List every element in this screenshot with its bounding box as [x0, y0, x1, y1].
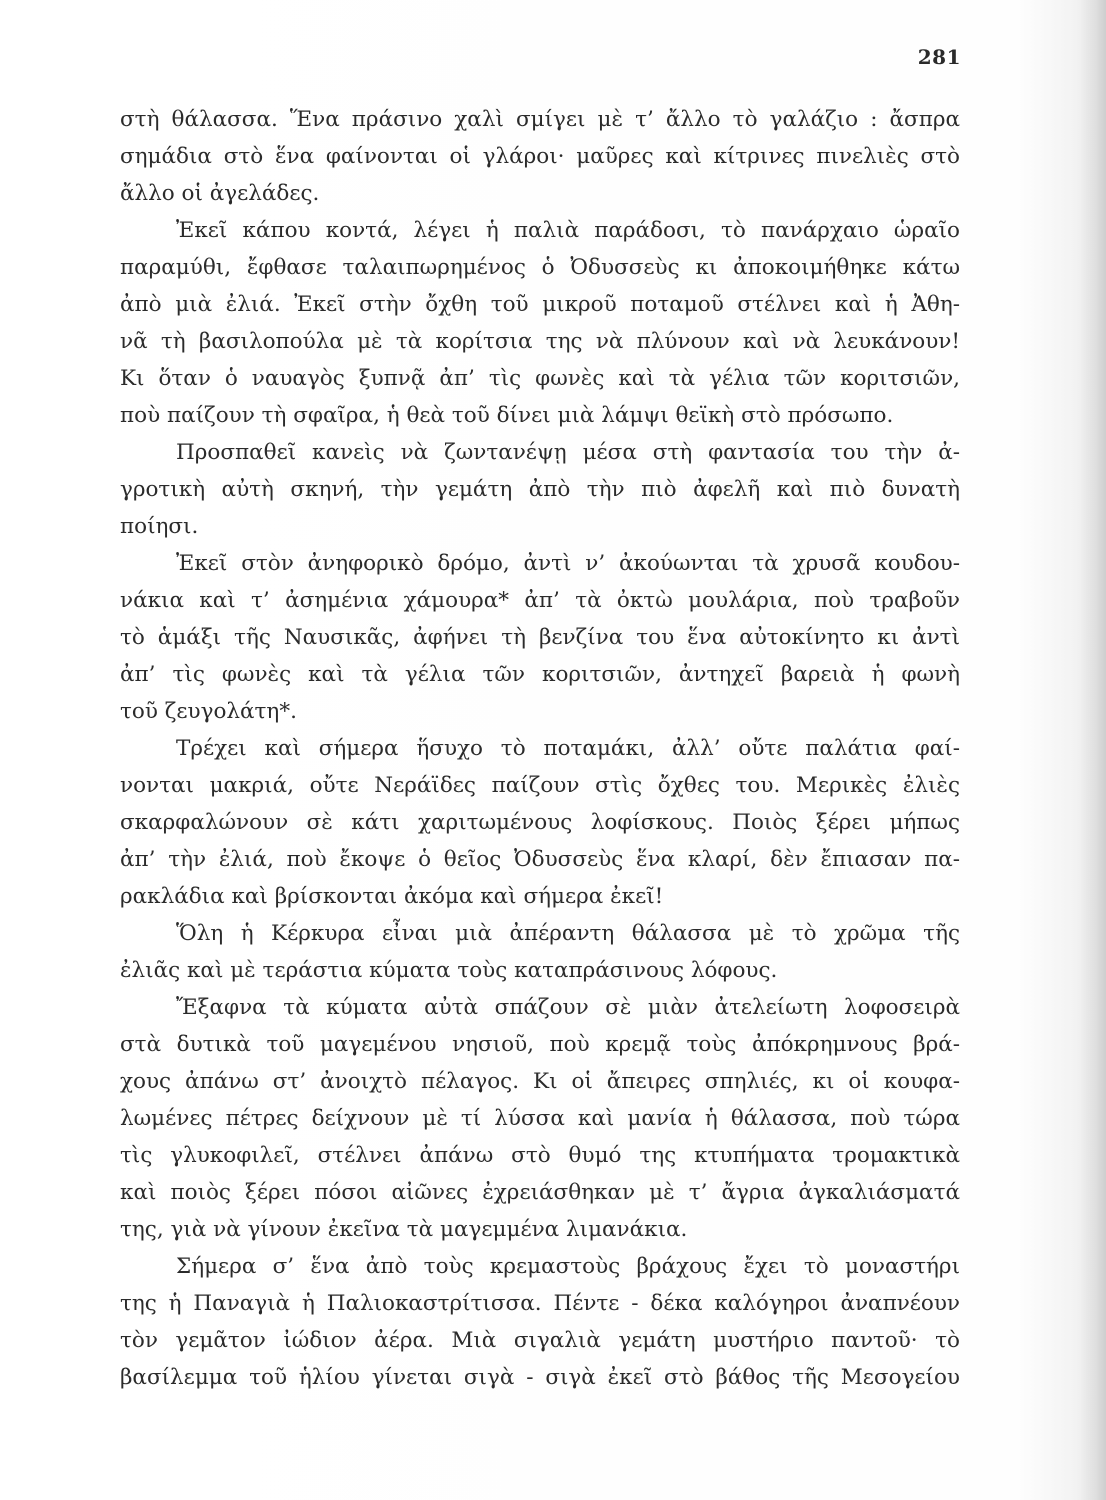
text-line: [120, 471, 960, 508]
text-line: [120, 397, 960, 434]
text-line-content: Σήμερα σ’ ἕνα ἀπὸ τοὺς κρεμαστοὺς βράχους ἔχει τὸ μοναστήρι: [176, 1254, 960, 1279]
text-line: [120, 545, 960, 582]
text-line: [120, 508, 960, 545]
text-line-content: Κι ὅταν ὁ ναυαγὸς ξυπνᾷ ἀπ’ τὶς φωνὲς καὶ τὰ γέλια τῶν κοριτσιῶν,: [120, 366, 960, 391]
text-line: [120, 1248, 960, 1285]
text-line: [120, 434, 960, 471]
text-line: [120, 1100, 960, 1137]
page-binding-edge: [1080, 0, 1106, 1500]
text-line: [120, 989, 960, 1026]
text-line: [120, 249, 960, 286]
text-line: [120, 1285, 960, 1322]
text-line: [120, 804, 960, 841]
text-line: [120, 693, 960, 730]
text-line: [120, 286, 960, 323]
text-line-content: γροτικὴ αὐτὴ σκηνή, τὴν γεμάτη ἀπὸ τὴν πιὸ ἀφελῆ καὶ πιὸ δυνατὴ: [120, 477, 960, 502]
text-line-content: χους ἀπάνω στ’ ἀνοιχτὸ πέλαγος. Κι οἱ ἄπειρες σπηλιές, κι οἱ κουφα-: [120, 1069, 960, 1094]
text-line: [120, 1359, 960, 1396]
text-line-content: νᾶ τὴ βασιλοπούλα μὲ τὰ κορίτσια της νὰ πλύνουν καὶ νὰ λευκάνουν!: [120, 329, 960, 354]
text-line-content: ἐλιᾶς καὶ μὲ τεράστια κύματα τοὺς καταπράσινους λόφους.: [120, 958, 778, 983]
text-line: [120, 841, 960, 878]
text-line: [120, 1026, 960, 1063]
body-text: [120, 101, 960, 1396]
text-line-content: ἀπ’ τὶς φωνὲς καὶ τὰ γέλια τῶν κοριτσιῶν, ἀντηχεῖ βαρειὰ ἡ φωνὴ: [120, 662, 960, 687]
text-line-content: παραμύθι, ἔφθασε ταλαιπωρημένος ὁ Ὀδυσσεὺς κι ἀποκοιμήθηκε κάτω: [120, 255, 960, 280]
text-line: [120, 323, 960, 360]
text-line-content: τὸν γεμᾶτον ἰώδιον ἀέρα. Μιὰ σιγαλιὰ γεμάτη μυστήριο παντοῦ· τὸ: [120, 1328, 960, 1353]
text-line: [120, 767, 960, 804]
text-line: [120, 915, 960, 952]
text-line-content: τοῦ ζευγολάτη*.: [120, 699, 297, 724]
text-line-content: της ἡ Παναγιὰ ἡ Παλιοκαστρίτισσα. Πέντε - δέκα καλόγηροι ἀναπνέουν: [120, 1291, 960, 1316]
text-line: [120, 1322, 960, 1359]
text-line-content: τὸ ἁμάξι τῆς Ναυσικᾶς, ἀφήνει τὴ βενζίνα του ἕνα αὐτοκίνητο κι ἀντὶ: [120, 625, 960, 650]
text-line: [120, 101, 960, 138]
text-line-content: σημάδια στὸ ἕνα φαίνονται οἱ γλάροι· μαῦρες καὶ κίτρινες πινελιὲς στὸ: [120, 144, 960, 169]
text-line-content: σκαρφαλώνουν σὲ κάτι χαριτωμένους λοφίσκους. Ποιὸς ξέρει μήπως: [120, 810, 960, 835]
text-line-content: τὶς γλυκοφιλεῖ, στέλνει ἀπάνω στὸ θυμό της κτυπήματα τρομακτικὰ: [120, 1143, 960, 1168]
text-line-content: Προσπαθεῖ κανεὶς νὰ ζωντανέψῃ μέσα στὴ φαντασία του τὴν ἀ-: [176, 440, 960, 465]
text-line-content: ποίησι.: [120, 514, 199, 539]
text-line: [120, 212, 960, 249]
text-line: [120, 619, 960, 656]
text-line-content: ρακλάδια καὶ βρίσκονται ἀκόμα καὶ σήμερα ἐκεῖ!: [120, 884, 664, 909]
text-line-content: της, γιὰ νὰ γίνουν ἐκεῖνα τὰ μαγεμμένα λιμανάκια.: [120, 1217, 688, 1242]
text-line-content: καὶ ποιὸς ξέρει πόσοι αἰῶνες ἐχρειάσθηκαν μὲ τ’ ἄγρια ἀγκαλιάσματά: [120, 1180, 960, 1205]
text-line-content: νάκια καὶ τ’ ἀσημένια χάμουρα* ἀπ’ τὰ ὀκτὼ μουλάρια, ποὺ τραβοῦν: [120, 588, 960, 613]
text-line: [120, 138, 960, 175]
text-line-content: νονται μακριά, οὔτε Νεράϊδες παίζουν στὶς ὄχθες του. Μερικὲς ἐλιὲς: [120, 773, 960, 798]
text-line: [120, 1137, 960, 1174]
text-line-content: βασίλεμμα τοῦ ἡλίου γίνεται σιγὰ - σιγὰ ἐκεῖ στὸ βάθος τῆς Μεσογείου: [120, 1365, 960, 1390]
text-line-content: ἄλλο οἱ ἀγελάδες.: [120, 181, 320, 206]
text-line: [120, 952, 960, 989]
text-line: [120, 582, 960, 619]
text-line-content: ποὺ παίζουν τὴ σφαῖρα, ἡ θεὰ τοῦ δίνει μιὰ λάμψι θεϊκὴ στὸ πρόσωπο.: [120, 403, 894, 428]
text-line-content: Ἐκεῖ στὸν ἀνηφορικὸ δρόμο, ἀντὶ ν’ ἀκούωνται τὰ χρυσᾶ κουδου-: [176, 551, 960, 576]
text-line: [120, 1063, 960, 1100]
text-line-content: Ὅλη ἡ Κέρκυρα εἶναι μιὰ ἀπέραντη θάλασσα μὲ τὸ χρῶμα τῆς: [176, 921, 960, 946]
text-line-content: Ἐκεῖ κάπου κοντά, λέγει ἡ παλιὰ παράδοσι, τὸ πανάρχαιο ὡραῖο: [176, 218, 960, 243]
text-line: [120, 175, 960, 212]
text-line-content: Τρέχει καὶ σήμερα ἥσυχο τὸ ποταμάκι, ἀλλ’ οὔτε παλάτια φαί-: [176, 736, 960, 761]
text-line-content: στὴ θάλασσα. Ἕνα πράσινο χαλὶ σμίγει μὲ τ’ ἄλλο τὸ γαλάζιο : ἄσπρα: [120, 107, 960, 132]
text-line-content: λωμένες πέτρες δείχνουν μὲ τί λύσσα καὶ μανία ἡ θάλασσα, ποὺ τώρα: [120, 1106, 960, 1131]
text-line: [120, 730, 960, 767]
text-line-content: ἀπὸ μιὰ ἐλιά. Ἐκεῖ στὴν ὄχθη τοῦ μικροῦ ποταμοῦ στέλνει καὶ ἡ Ἀθη-: [120, 292, 960, 317]
text-line-content: στὰ δυτικὰ τοῦ μαγεμένου νησιοῦ, ποὺ κρεμᾷ τοὺς ἀπόκρημνους βρά-: [120, 1032, 960, 1057]
text-line: [120, 1174, 960, 1211]
text-line: [120, 878, 960, 915]
text-line: [120, 1211, 960, 1248]
page-number: 281: [917, 45, 961, 69]
text-line: [120, 656, 960, 693]
text-line-content: Ἔξαφνα τὰ κύματα αὐτὰ σπάζουν σὲ μιὰν ἀτελείωτη λοφοσειρὰ: [176, 995, 960, 1020]
text-line-content: ἀπ’ τὴν ἐλιά, ποὺ ἔκοψε ὁ θεῖος Ὀδυσσεὺς ἕνα κλαρί, δὲν ἔπιασαν πα-: [120, 847, 960, 872]
text-line: [120, 360, 960, 397]
